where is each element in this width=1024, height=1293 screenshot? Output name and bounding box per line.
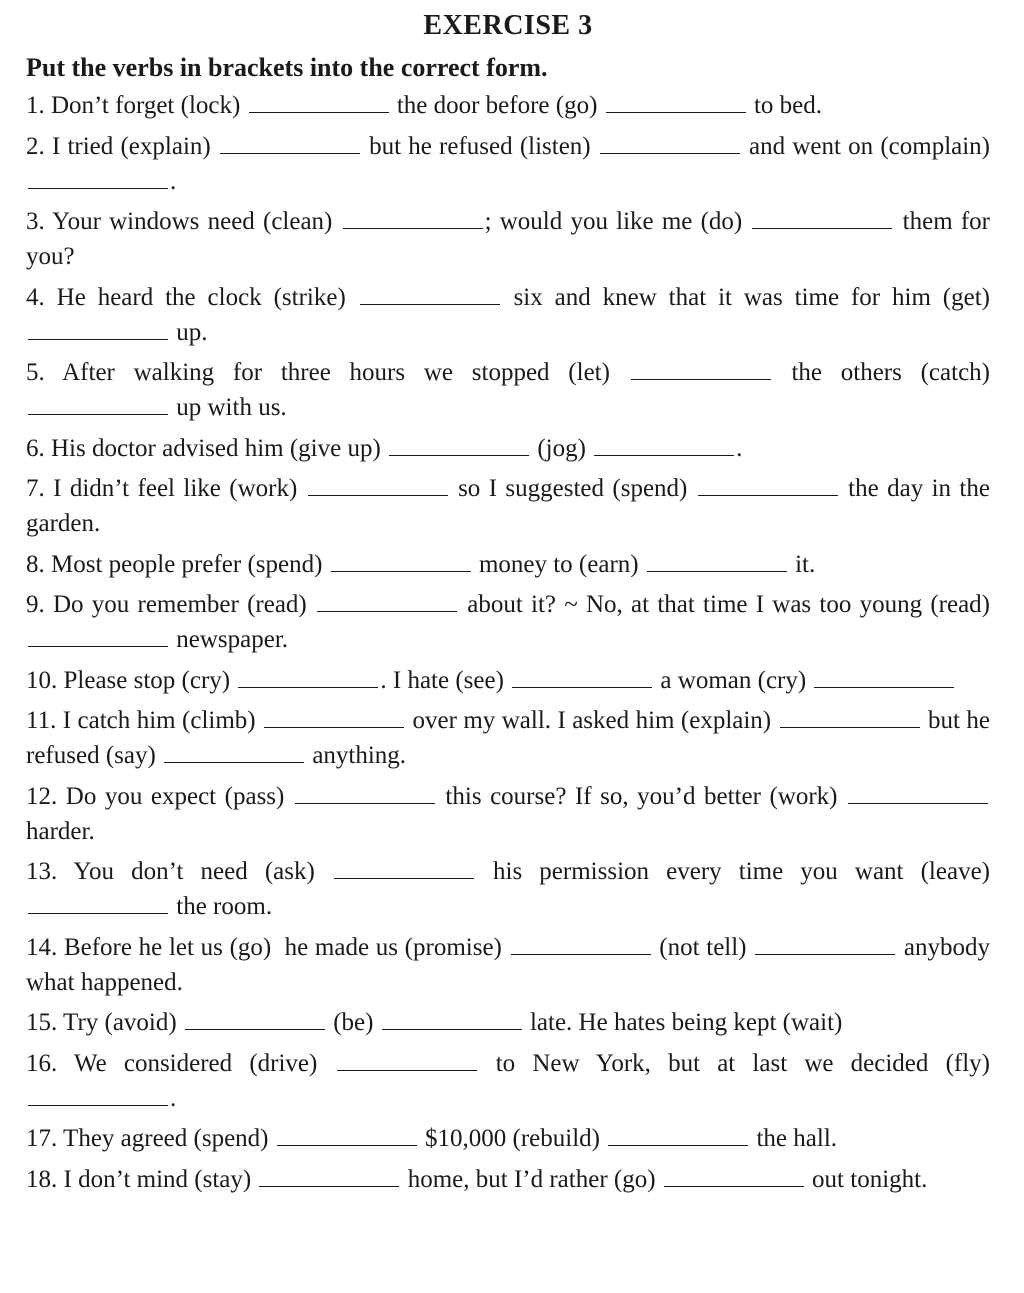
answer-blank[interactable]: [264, 726, 404, 728]
item-text: 8. Most people prefer (spend): [26, 550, 329, 578]
item-text: out tonight.: [805, 1165, 928, 1193]
item-text: (not tell): [652, 933, 754, 961]
item-text: 6. His doctor advised him (give up): [26, 434, 388, 462]
exercise-item: [26, 779, 997, 849]
item-text: 13. You don’t need (ask): [26, 858, 332, 885]
answer-blank[interactable]: [308, 494, 448, 496]
item-text: home, but I’d rather (go): [401, 1165, 662, 1193]
item-text: it.: [788, 550, 816, 578]
answer-blank[interactable]: [28, 912, 168, 914]
exercise-item-list: [26, 88, 997, 1197]
item-text: the room.: [170, 893, 273, 920]
answer-blank[interactable]: [238, 686, 378, 688]
item-text: .: [170, 167, 177, 195]
answer-blank[interactable]: [512, 686, 652, 688]
item-text: and went on (complain): [741, 132, 997, 160]
item-text: up.: [170, 318, 208, 346]
item-text: six and knew that it was time for him (get): [501, 283, 997, 311]
item-text: the others (catch): [772, 359, 997, 386]
item-text: (be): [326, 1009, 380, 1036]
item-text: . I hate (see): [380, 666, 511, 694]
exercise-item: [26, 431, 990, 466]
item-text: newspaper.: [170, 626, 289, 653]
answer-blank[interactable]: [608, 1144, 748, 1146]
exercise-item: [26, 547, 990, 582]
item-text: 11. I catch him (climb): [26, 707, 263, 734]
answer-blank[interactable]: [631, 378, 771, 380]
exercise-item: [26, 1162, 990, 1197]
item-text: anybody what happened.: [26, 933, 997, 996]
exercise-item: [26, 204, 997, 274]
answer-blank[interactable]: [28, 413, 168, 415]
exercise-item: [26, 587, 997, 657]
item-text: money to (earn): [472, 550, 645, 578]
answer-blank[interactable]: [185, 1028, 325, 1030]
answer-blank[interactable]: [389, 454, 529, 456]
answer-blank[interactable]: [698, 494, 838, 496]
answer-blank[interactable]: [606, 111, 746, 113]
item-text: 3. Your windows need (clean): [26, 208, 341, 235]
answer-blank[interactable]: [249, 111, 389, 113]
exercise-item: [26, 663, 990, 698]
item-text: up with us.: [170, 394, 287, 421]
answer-blank[interactable]: [814, 686, 954, 688]
item-text: 17. They agreed (spend): [26, 1125, 275, 1152]
answer-blank[interactable]: [600, 152, 740, 154]
item-text: 9. Do you remember (read): [26, 591, 315, 618]
exercise-item: [26, 129, 997, 199]
item-text: about it? ~ No, at that time I was too young (read): [459, 591, 997, 618]
answer-blank[interactable]: [220, 152, 360, 154]
item-text: .: [170, 1084, 177, 1112]
item-text: .: [736, 434, 743, 462]
answer-blank[interactable]: [337, 1069, 477, 1071]
item-text: them for you?: [26, 208, 997, 270]
exercise-item: [26, 88, 990, 123]
answer-blank[interactable]: [28, 645, 168, 647]
exercise-item: [26, 930, 997, 1000]
answer-blank[interactable]: [334, 877, 474, 879]
item-text: to New York, but at last we decided (fly): [478, 1049, 997, 1077]
item-text: but he refused (say): [26, 707, 997, 769]
item-text: $10,000 (rebuild): [418, 1125, 607, 1152]
item-text: so I suggested (spend): [449, 475, 696, 502]
answer-blank[interactable]: [343, 227, 483, 229]
item-text: the hall.: [750, 1125, 838, 1152]
answer-blank[interactable]: [331, 570, 471, 572]
item-text: 4. He heard the clock (strike): [26, 283, 358, 311]
answer-blank[interactable]: [752, 227, 892, 229]
item-text: a woman (cry): [654, 666, 813, 694]
exercise-item: [26, 1121, 990, 1156]
item-text: (jog): [531, 434, 593, 462]
item-text: the door before (go): [390, 92, 604, 119]
item-text: to bed.: [747, 92, 822, 119]
item-text: over my wall. I asked him (explain): [406, 707, 778, 734]
item-text: this course? If so, you’d better (work): [436, 782, 847, 810]
item-text: harder.: [26, 782, 997, 845]
answer-blank[interactable]: [164, 761, 304, 763]
answer-blank[interactable]: [317, 610, 457, 612]
exercise-item: [26, 854, 997, 924]
item-text: 16. We considered (drive): [26, 1049, 335, 1077]
answer-blank[interactable]: [664, 1185, 804, 1187]
exercise-item: [26, 1046, 997, 1116]
exercise-item: [26, 471, 997, 541]
item-text: 18. I don’t mind (stay): [26, 1165, 258, 1193]
exercise-item: [26, 280, 997, 350]
answer-blank[interactable]: [755, 953, 895, 955]
item-text: the day in the garden.: [26, 475, 997, 537]
answer-blank[interactable]: [382, 1028, 522, 1030]
item-text: 14. Before he let us (go) he made us (promise): [26, 933, 509, 961]
item-text: anything.: [306, 742, 407, 769]
item-text: 2. I tried (explain): [26, 132, 218, 160]
item-text: late. He hates being kept (wait): [523, 1009, 843, 1036]
answer-blank[interactable]: [28, 187, 168, 189]
item-text: ; would you like me (do): [484, 208, 751, 235]
answer-blank[interactable]: [594, 454, 734, 456]
answer-blank[interactable]: [511, 953, 651, 955]
answer-blank[interactable]: [259, 1185, 399, 1187]
item-text: 12. Do you expect (pass): [26, 782, 293, 810]
answer-blank[interactable]: [28, 1104, 168, 1106]
item-text: 15. Try (avoid): [26, 1009, 183, 1036]
answer-blank[interactable]: [295, 802, 435, 804]
item-text: 7. I didn’t feel like (work): [26, 475, 306, 502]
exercise-instruction: Put the verbs in brackets into the correct form.: [26, 53, 548, 82]
item-text: but he refused (listen): [361, 132, 598, 160]
answer-blank[interactable]: [848, 802, 988, 804]
item-text: 10. Please stop (cry): [26, 666, 237, 694]
exercise-item: [26, 355, 997, 425]
item-text: 5. After walking for three hours we stopped (let): [26, 359, 629, 386]
answer-blank[interactable]: [28, 338, 168, 340]
answer-blank[interactable]: [647, 570, 787, 572]
item-text: his permission every time you want (leave): [475, 858, 997, 885]
answer-blank[interactable]: [360, 303, 500, 305]
exercise-item: [26, 703, 997, 773]
exercise-title: EXERCISE 3: [423, 10, 593, 41]
exercise-item: [26, 1005, 990, 1040]
answer-blank[interactable]: [277, 1144, 417, 1146]
answer-blank[interactable]: [780, 726, 920, 728]
item-text: 1. Don’t forget (lock): [26, 92, 247, 119]
exercise-sheet: [26, 6, 997, 1202]
